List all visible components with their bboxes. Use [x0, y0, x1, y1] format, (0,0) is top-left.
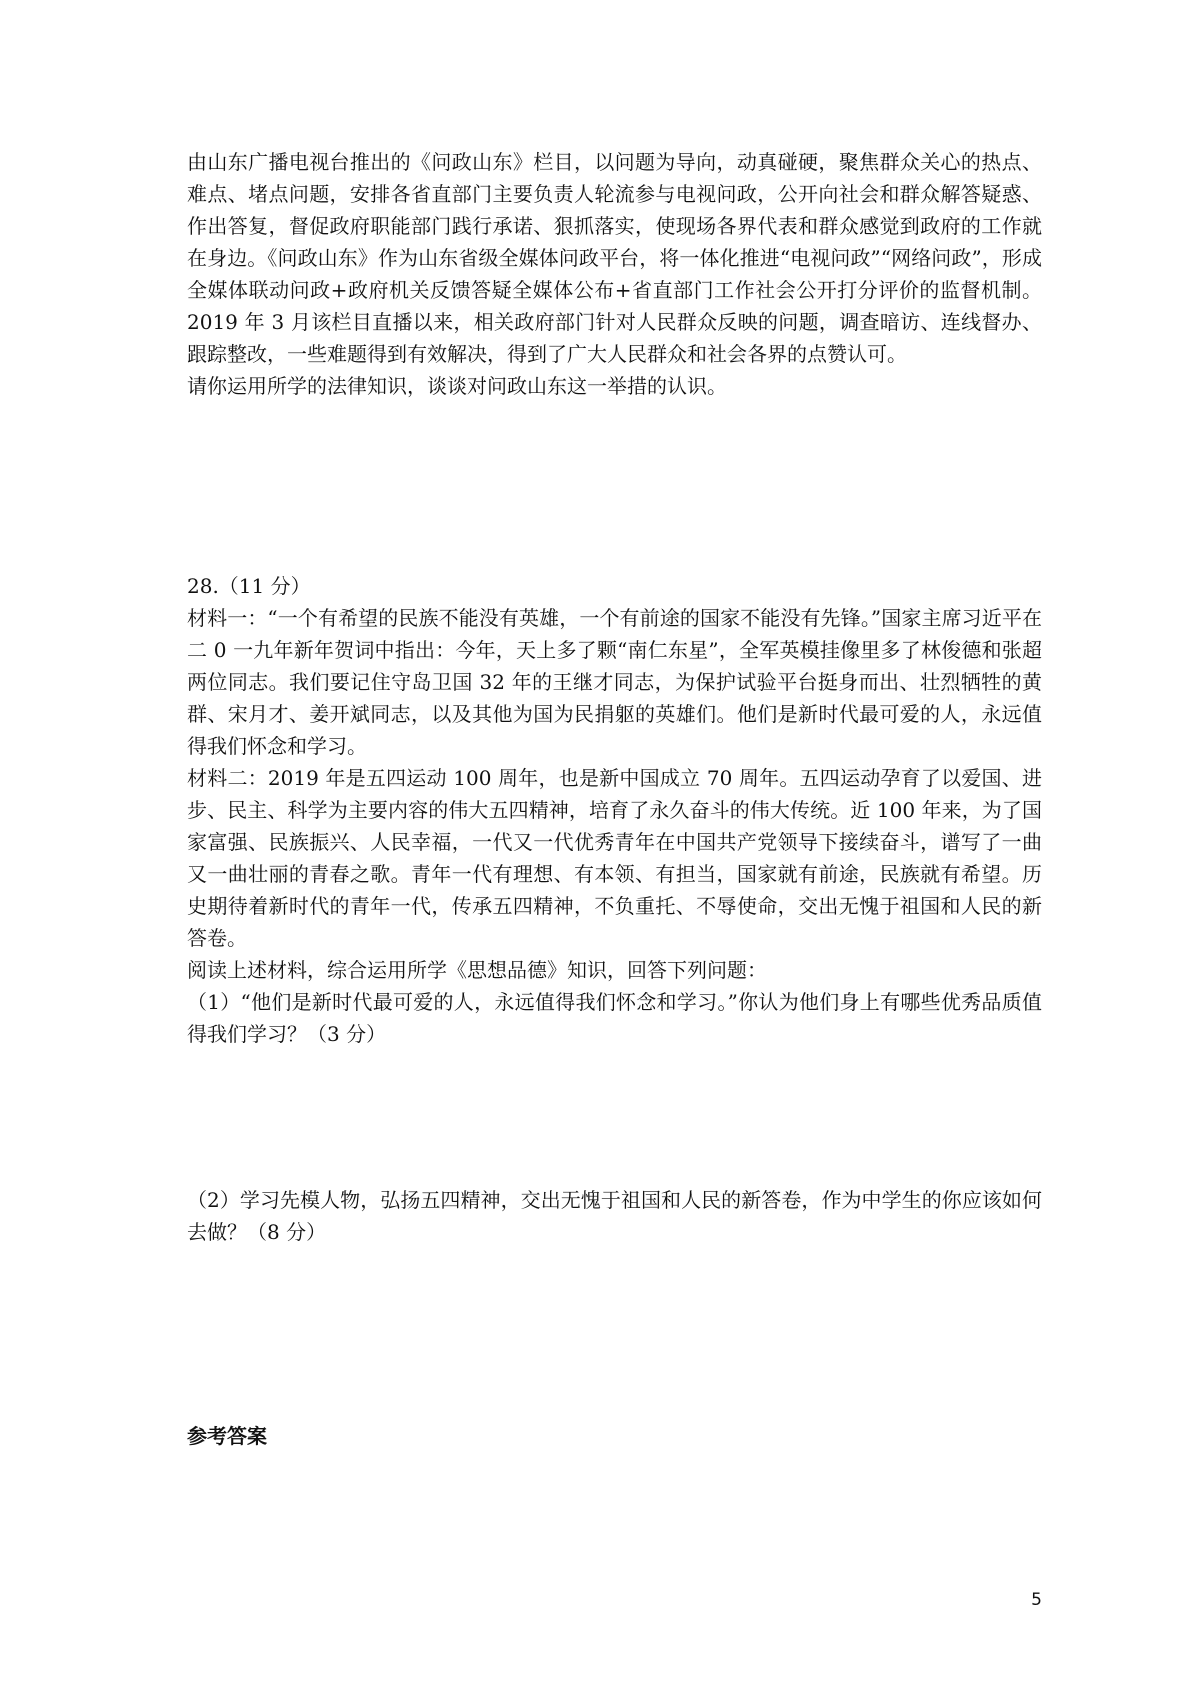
q28-subquestion-1: （1）“他们是新时代最可爱的人，永远值得我们怀念和学习。”你认为他们身上有哪些优秀品质值得我们学习？（3 分） [187, 990, 1042, 1046]
page-number: 5 [1031, 1590, 1042, 1610]
question-28 [187, 570, 1042, 1050]
answers-heading [187, 1420, 1042, 1452]
q27-question: 请你运用所学的法律知识，谈谈对问政山东这一举措的认识。 [187, 374, 727, 398]
q28-instruction: 阅读上述材料，综合运用所学《思想品德》知识，回答下列问题： [187, 958, 767, 982]
q27-material: 由山东广播电视台推出的《问政山东》栏目，以问题为导向，动真碰硬，聚焦群众关心的热点、难点、堵点问题，安排各省直部门主要负责人轮流参与电视问政，公开向社会和群众解答疑惑、作出答复，督促政府职能部门践行承诺、狠抓落实，使现场各界代表和群众感觉到政府的工作就在身边。《问政山东》作为山东省级全媒体问政平台，将一体化推进“电视问政”“网络问政”，形成全媒体联动问政+政府机关反馈答疑全媒体公布+省直部门工作社会公开打分评价的监督机制。2019 年 3 月该栏目直播以来，相关政府部门针对人民群众反映的问题，调查暗访、连线督办、跟踪整改，一些难题得到有效解决，得到了广大人民群众和社会各界的点赞认可。 [187, 150, 1042, 366]
q28-subquestion-2: （2）学习先模人物，弘扬五四精神，交出无愧于祖国和人民的新答卷，作为中学生的你应该如何去做？（8 分） [187, 1188, 1042, 1244]
q28-header: 28.（11 分） [187, 574, 311, 598]
answers-heading-text: 参考答案 [187, 1424, 267, 1448]
q28-material-1: 材料一：“一个有希望的民族不能没有英雄，一个有前途的国家不能没有先锋。”国家主席习近平在二 0 一九年新年贺词中指出：今年，天上多了颗“南仁东星”，全军英模挂像里多了林俊德和张超两位同志。我们要记住守岛卫国 32 年的王继才同志，为保护试验平台挺身而出、壮烈牺牲的黄群、宋月才、姜开斌同志，以及其他为国为民捐躯的英雄们。他们是新时代最可爱的人，永远值得我们怀念和学习。 [187, 606, 1042, 758]
question-27 [187, 146, 1042, 402]
question-28-part-2 [187, 1184, 1042, 1248]
q28-material-2: 材料二：2019 年是五四运动 100 周年，也是新中国成立 70 周年。五四运动孕育了以爱国、进步、民主、科学为主要内容的伟大五四精神，培育了永久奋斗的伟大传统。近 100 年来，为了国家富强、民族振兴、人民幸福，一代又一代优秀青年在中国共产党领导下接续奋斗，谱写了一曲又一曲壮丽的青春之歌。青年一代有理想、有本领、有担当，国家就有前途，民族就有希望。历史期待着新时代的青年一代，传承五四精神，不负重托、不辱使命，交出无愧于祖国和人民的新答卷。 [187, 766, 1042, 950]
